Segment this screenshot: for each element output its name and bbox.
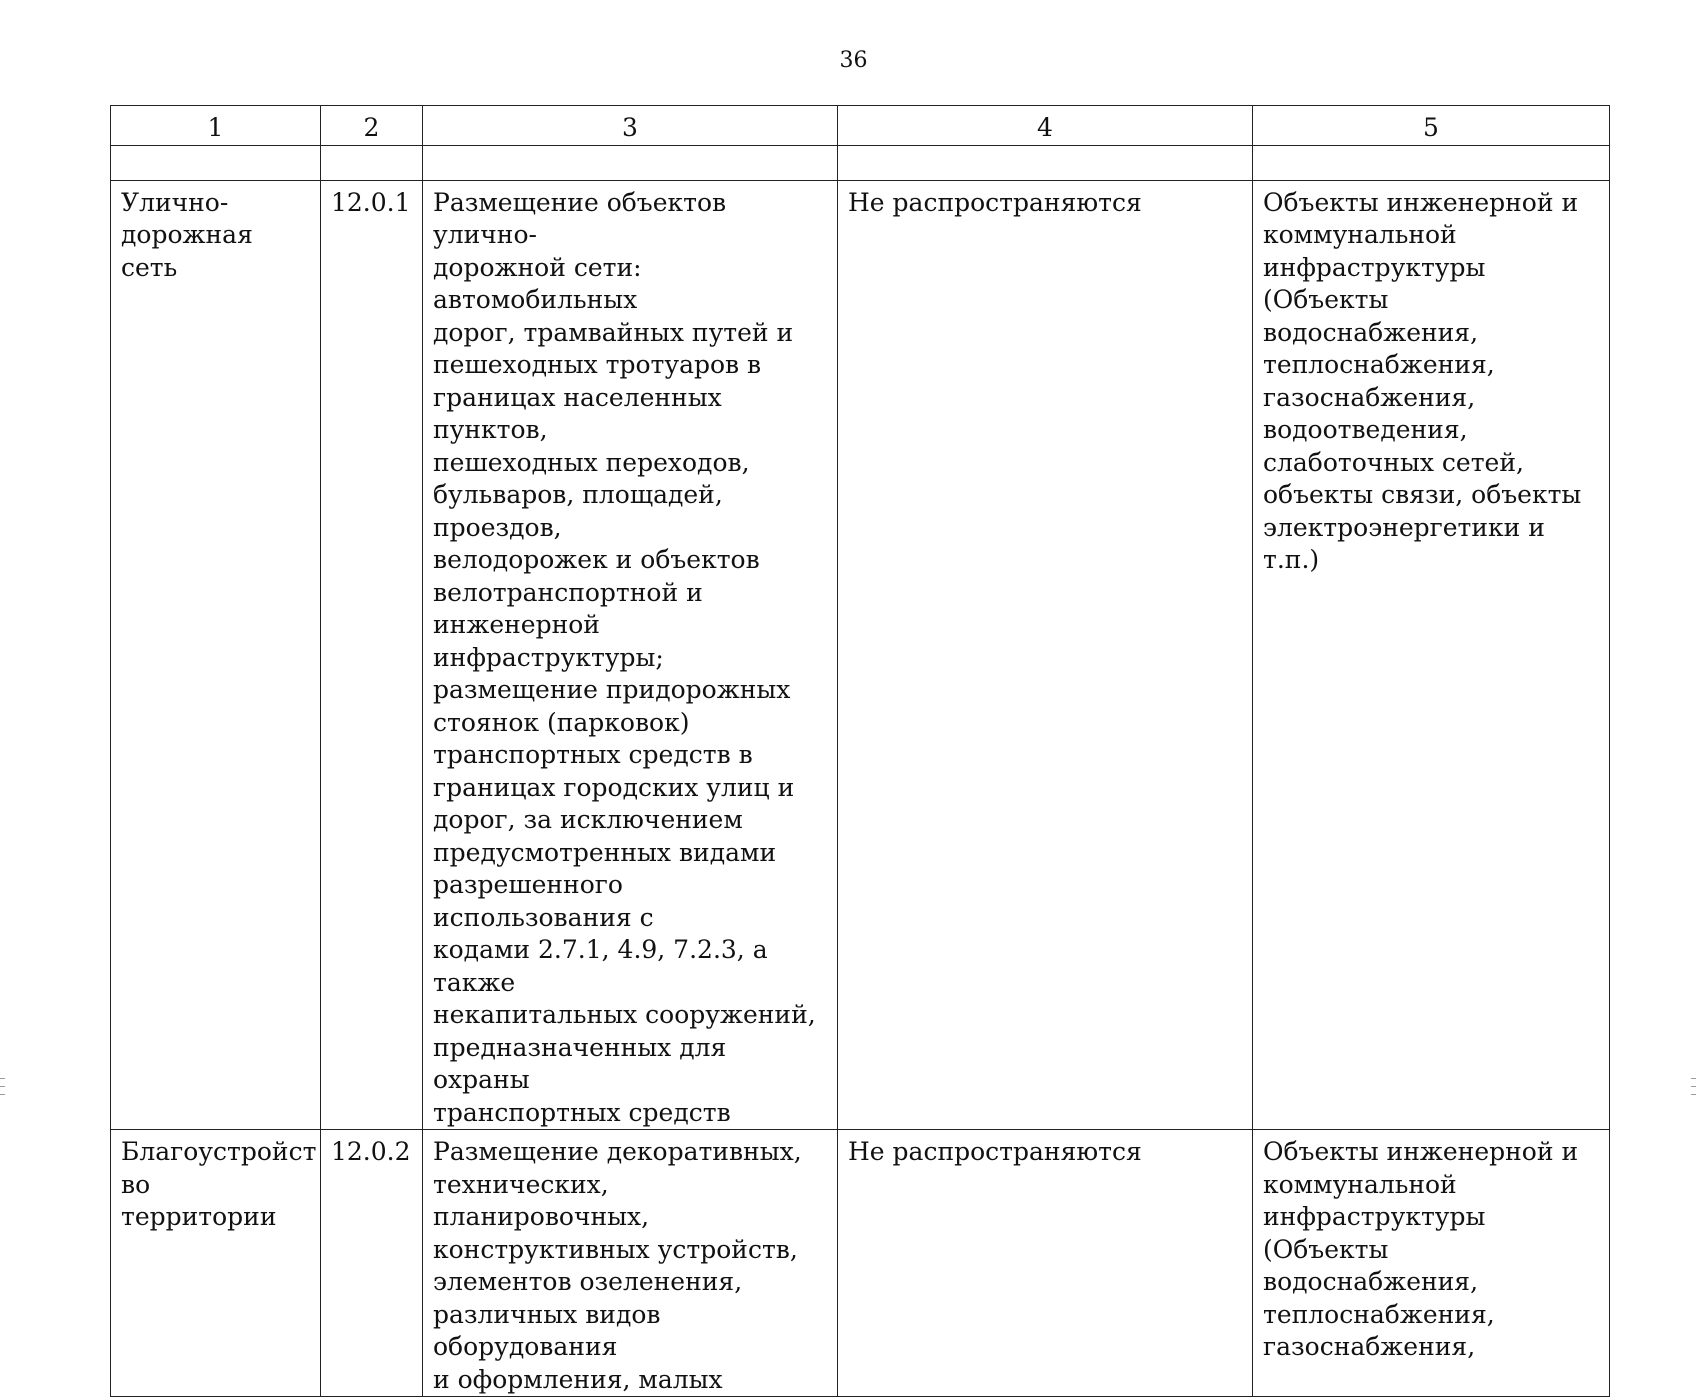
table-blank-row — [111, 145, 1610, 180]
table-header-row — [111, 106, 1610, 146]
land-use-name: Улично- дорожная сеть — [111, 180, 321, 1130]
header-cell-2: 2 — [321, 106, 423, 146]
header-cell-1: 1 — [111, 106, 321, 146]
scan-mark — [0, 1086, 5, 1087]
scan-mark — [0, 1078, 5, 1079]
blank-cell — [1253, 145, 1610, 180]
blank-cell — [111, 145, 321, 180]
blank-cell — [838, 145, 1253, 180]
header-cell-5: 5 — [1253, 106, 1610, 146]
blank-cell — [423, 145, 838, 180]
land-use-description: Размещение объектов улично- дорожной сети: автомобильных дорог, трамвайных путей и пешеходных тротуаров в границах населенных пунктов, пешеходных переходов, бульваров, площадей, проездов, велодорожек и объектов велотранспортной и инженерной инфраструктуры; размещение придорожных стоянок (парковок) транспортных средств в границах городских улиц и дорог, за исключением предусмотренных видами разрешенного использования с кодами 2.7.1, 4.9, 7.2.3, а также некапитальных сооружений, предназначенных для охраны транспортных средств — [423, 180, 838, 1130]
table-row — [111, 1130, 1610, 1397]
land-use-description: Размещение декоративных, технических, планировочных, конструктивных устройств, элементов озеленения, различных видов оборудования и оформления, малых — [423, 1130, 838, 1397]
land-use-restrictions: Не распространяются — [838, 180, 1253, 1130]
blank-cell — [321, 145, 423, 180]
header-cell-3: 3 — [423, 106, 838, 146]
table-row — [111, 180, 1610, 1130]
scan-mark — [1691, 1086, 1696, 1087]
zoning-table — [110, 105, 1610, 1397]
scan-mark — [1691, 1094, 1696, 1095]
land-use-code: 12.0.2 — [321, 1130, 423, 1397]
land-use-objects: Объекты инженерной и коммунальной инфраструктуры (Объекты водоснабжения, теплоснабжения, газоснабжения, водоотведения, слаботочных сетей, объекты связи, объекты электроэнергетики и т.п.) — [1253, 180, 1610, 1130]
scan-mark — [1691, 1078, 1696, 1079]
land-use-code: 12.0.1 — [321, 180, 423, 1130]
header-cell-4: 4 — [838, 106, 1253, 146]
land-use-name: Благоустройст во территории — [111, 1130, 321, 1397]
land-use-objects: Объекты инженерной и коммунальной инфраструктуры (Объекты водоснабжения, теплоснабжения, газоснабжения, — [1253, 1130, 1610, 1397]
land-use-restrictions: Не распространяются — [838, 1130, 1253, 1397]
page-number: 36 — [839, 48, 868, 73]
scan-mark — [0, 1094, 5, 1095]
